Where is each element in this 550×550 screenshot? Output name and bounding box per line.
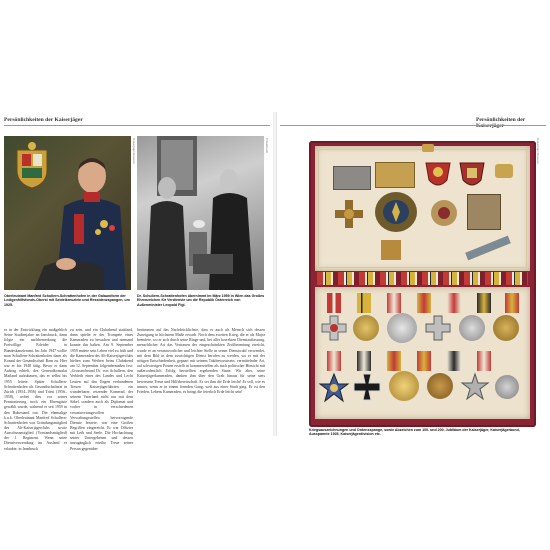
bronze-medal bbox=[493, 315, 519, 341]
crown-pin-icon bbox=[495, 164, 513, 178]
bronze-medal bbox=[353, 315, 379, 341]
medal-case-credit: Kaiserjägermuseum bbox=[536, 138, 540, 164]
right-header-rule bbox=[280, 125, 546, 126]
left-running-header: Persönlichkeiten der Kaiserjäger bbox=[4, 117, 83, 123]
body-text-column-3: bestimmen auf das Nachdrücklichste, dass er auch als Mensch sich dessen Zuneigung in höchstem Maße erwarb. Noch dem zweiten Krieg, die er als Major beendete, wo er sich durch seine Ringe und, bei aller korrekten Dienstauffassung, menschlicher Art das Vertrauen der eingeschränkten Zivilbeamtung erreicht, wurde er an verantwortlicher und leichter Stelle in seiner Dienstwahl verwendet, mit dem Bild in dem zuwichtigen Dienst berufen zu werden, wo er mit der nötigen Entschiedenheit, gepaart mit seinem Taktbewusstsein, vermittelnder Art, auf schwierigen Posten erstellt in kommerziellen als auch politischer Hinsicht mit außerordentlich Erfolg herstellten ergebenden Sinne. Wir aber, seine Kaiserjägerkameraden, danken ihm über den Grab hinaus für seine stets bewiesene Treue und Hilfsbereitschaft. Es sei ihm die Erde leicht! Er soll, wie es immer, wenn er in einem fremden Gang, weit aus einer Stadt ging. Er ist den Frieden, Lebens Kameraden, es bringt die feierlich Erde leicht sein! bbox=[137, 328, 265, 394]
ribbon-strip bbox=[357, 293, 371, 313]
body-text-columns bbox=[4, 328, 270, 451]
center-photo-caption: Dr. Schullern-Schrattenhofen übernimmt im März 1959 in Wien das Großes Ehrenzeichen für Verdienste um die Republik Österreich von Außenminister Leopold Figl. bbox=[137, 294, 265, 307]
ribbon-strip bbox=[505, 293, 519, 313]
iron-cross-medal-icon bbox=[353, 373, 381, 401]
ribbon-strip bbox=[447, 351, 461, 371]
cross-badge-icon bbox=[333, 198, 365, 230]
ribbon-strip bbox=[387, 293, 401, 313]
body-text-column-2: zu sein, und ein Clubabend stattfand, dann spielte er der Trompete eines Kameraden zu besuchen und niemand konnte ihn halten. Am 9. September 1959 endete sein Leben viel zu früh und die Kameraden des Alt-Kaiserjägerclubs hielten zum Weihen beim Clubabend am 12. September folgendermaßen fest: „Grossenfreund Dr. von Schullern, den Verbleib eines des Landes und Lecht Leuten auf den Engen verbundenen Treuen Kaiserjägerfährten, ein wunderbarer, reizender Kamerad, der seinem Vaterland nicht nur mit dem Säbel, sondern auch als Diplomat und vorher in verschiedenen verantwortungsvollen Verwaltungsstellen hervorragende Dienste leistete, war eine Großen Begriffen eingereicht. Er war Offizier mit Leib und Seele. Die Hochachtung seiner Untergebenen und dessen unzugänglich erteilte Treue seiner Person gegenüber bbox=[70, 328, 133, 451]
bronze-medal bbox=[427, 373, 453, 399]
star-medal-icon bbox=[461, 373, 489, 401]
portrait-credit: Kaiserjägermuseum bbox=[132, 138, 136, 164]
ribbon-bar bbox=[317, 272, 528, 285]
ribbon-strip bbox=[447, 293, 461, 313]
center-photo-credit: Privatbesitz bbox=[265, 138, 269, 154]
ribbon-strip bbox=[477, 293, 491, 313]
ribbon-strip bbox=[357, 351, 371, 371]
medal-tray bbox=[315, 287, 530, 419]
badge-grey-plaque bbox=[333, 166, 371, 190]
body-text-column-1: er in der Entwicklung ein maßgeblich Seine Studienjahre an Innsbruck, dann folgte ein nachbemerkung die Freiwillige Erleider in Bundeskanzleramt. Im Jahr 1947 wollte man Schullern-Schrattenhofen dann als Konsul der Gesandtschaft Rom zu. Hier war er bis 1948 tätig. Bevor er dann Auftrag erhielt, des Generalkonsulat Mailand aufzubauen, das er selbst bis 1955 leitete. Später Schullern-Schrattenhofen als Gesandtschaftsrat in Zürich (1954–1956) und Triest (1956–1958), wobei dies vor seiner Pensionierung noch ein Ehrengäste gewählt wurde, während er seit 1959 in den Ruhestand trat. Der ehemalige k.u.k. Oberleutnant Manfred Schullern-Schrattenhofen war Gründungsmitglied des Alt-Kaiserjägerclubs sowie Ausschussmitglied (Vorstandsmitglied) der 1. Regiment. Wenn seine Dienstverwendung im Ausland er erlaubte, in Innsbruck bbox=[4, 328, 67, 451]
oval-wreath-badge-icon bbox=[373, 190, 419, 234]
medal-case-lid bbox=[315, 146, 530, 271]
shield-badge-icon bbox=[457, 160, 487, 190]
medal-case bbox=[309, 141, 536, 427]
book-spread bbox=[0, 112, 550, 451]
case-clasp-icon bbox=[422, 144, 434, 152]
right-running-header: Persönlichkeiten der Kaiserjäger bbox=[476, 117, 526, 129]
silver-cross-medal-icon bbox=[425, 315, 451, 341]
officer-figure bbox=[4, 136, 131, 290]
silver-medal bbox=[387, 313, 417, 343]
ribbon-strip bbox=[477, 351, 491, 371]
gold-medal bbox=[389, 371, 419, 401]
military-cross-medal-icon bbox=[321, 315, 347, 341]
badge-bronze-plaque bbox=[375, 162, 415, 188]
ribbon-strip bbox=[327, 351, 341, 371]
page-gutter bbox=[273, 112, 277, 436]
left-header-rule bbox=[4, 125, 270, 126]
star-badge-icon bbox=[429, 198, 459, 228]
medal-case-caption: Kriegsauszeichnungen und Ordensspange, sowie Abzeichen zum 100. und 200. Jubiläum der Kaiserjäger, Kaiserjägerbund, Ausspannte 1925, Kaiserjägerdivision etc. bbox=[309, 428, 520, 437]
ceremony-photo bbox=[137, 136, 264, 290]
ribbon-strip bbox=[417, 351, 431, 371]
ribbon-strip bbox=[327, 293, 341, 313]
ribbon-strip bbox=[417, 293, 431, 313]
eagle-badge-icon bbox=[423, 160, 453, 190]
ribbon-strip bbox=[387, 351, 401, 371]
portrait-caption: Oberleutnant Manfred Schullern-Schrattenhofen in der Galauniform der Ledigenhilfsfonds-Oberst mit Seidelkreuzlein und Ressidenzspangen, um 1925. bbox=[4, 294, 130, 307]
silver-medal bbox=[459, 315, 485, 341]
square-plaque-badge bbox=[467, 194, 501, 230]
ceremony-figures bbox=[137, 136, 264, 290]
silver-medal bbox=[495, 375, 519, 399]
enamel-star-medal-icon bbox=[319, 373, 349, 403]
small-bronze-badge bbox=[381, 240, 401, 260]
portrait-painting bbox=[4, 136, 131, 290]
